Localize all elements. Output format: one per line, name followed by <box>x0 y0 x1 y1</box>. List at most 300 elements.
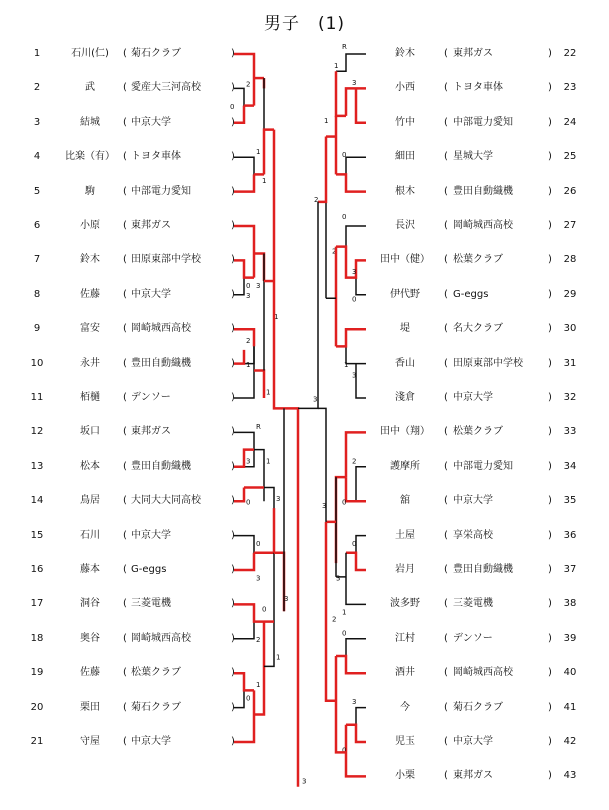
bracket-score-mark: 3 <box>246 457 251 466</box>
paren-close: ) <box>231 701 235 713</box>
paren-close: ) <box>548 357 552 369</box>
bracket-score-mark: 2 <box>256 636 261 645</box>
player-name: 小栗 <box>395 770 415 782</box>
player-name: 田中（翔） <box>380 426 430 438</box>
entry-number: 5 <box>33 185 41 197</box>
team-name: 中部電力愛知 <box>453 116 513 128</box>
player-name: 洞谷 <box>80 598 100 610</box>
paren-close: ) <box>548 323 552 335</box>
player-name: 富安 <box>80 323 100 335</box>
paren-close: ) <box>231 254 235 266</box>
bracket-score-mark: R <box>256 422 261 431</box>
bracket-line <box>234 88 244 122</box>
bracket-line <box>346 725 366 742</box>
player-name: 岩月 <box>395 564 415 575</box>
team-name: 中京大学 <box>453 495 493 507</box>
player-name: 土屋 <box>395 529 415 541</box>
paren-close: ) <box>231 564 235 575</box>
paren-close: ) <box>548 495 552 507</box>
team-name: 松葉クラブ <box>131 667 181 679</box>
bracket-line <box>234 157 254 191</box>
paren-open: ( <box>444 529 448 541</box>
bracket-line <box>346 157 366 191</box>
entry-number: 40 <box>563 667 577 679</box>
entry-number: 22 <box>563 48 577 59</box>
player-name: 淺倉 <box>395 392 415 403</box>
bracket-score-mark: 0 <box>256 539 261 548</box>
bracket-line <box>356 364 366 398</box>
bracket-line <box>234 536 254 570</box>
bracket-score-mark: 3 <box>352 698 357 707</box>
bracket-score-mark: 3 <box>352 371 357 380</box>
bracket-score-mark: 3 <box>313 395 318 404</box>
bracket-line <box>356 260 366 294</box>
bracket-score-mark: 3 <box>352 78 357 87</box>
entry-number: 39 <box>563 632 577 644</box>
team-name: 中京大学 <box>453 736 493 747</box>
paren-open: ( <box>444 151 448 163</box>
team-name: 田原東部中学校 <box>131 254 201 266</box>
player-name: 佐藤 <box>80 288 100 300</box>
team-name: 岡崎城西高校 <box>453 220 513 231</box>
team-name: 豊田自動織機 <box>453 564 513 575</box>
bracket-score-mark: 3 <box>246 292 251 301</box>
entry-number: 18 <box>30 632 44 644</box>
bracket-score-mark: 3 <box>256 574 261 583</box>
bracket-line <box>234 673 244 707</box>
player-name: 波多野 <box>390 598 420 610</box>
entry-number: 15 <box>30 529 44 541</box>
player-name: 栢樋 <box>80 392 100 403</box>
paren-close: ) <box>231 736 235 747</box>
bracket-line <box>254 450 264 502</box>
team-name: 東邦ガス <box>453 48 493 59</box>
player-name: 児玉 <box>395 736 415 747</box>
paren-open: ( <box>123 220 127 231</box>
entry-number: 20 <box>30 701 44 713</box>
bracket-score-mark: 3 <box>284 594 289 603</box>
bracket-score-mark: 0 <box>246 281 251 290</box>
team-name: 豊田自動織機 <box>131 357 191 369</box>
bracket-line <box>336 477 346 563</box>
bracket-line <box>326 522 336 701</box>
paren-close: ) <box>548 460 552 472</box>
bracket-line <box>336 656 347 755</box>
bracket-score-mark: 1 <box>266 388 271 397</box>
paren-open: ( <box>123 701 127 713</box>
bracket-line <box>346 329 366 363</box>
team-name: 中部電力愛知 <box>453 460 513 472</box>
player-name: 坂口 <box>80 426 100 438</box>
entry-number: 3 <box>33 116 41 128</box>
bracket-score-mark: 1 <box>324 116 329 125</box>
bracket-line <box>346 226 366 247</box>
team-name: 名大クラブ <box>453 323 503 335</box>
team-name: 菊石クラブ <box>131 701 181 713</box>
paren-open: ( <box>444 185 448 197</box>
bracket-score-mark: 2 <box>246 336 251 345</box>
paren-close: ) <box>231 288 235 300</box>
paren-open: ( <box>123 288 127 300</box>
paren-close: ) <box>231 392 235 403</box>
bracket-score-mark: 1 <box>342 608 347 617</box>
bracket-score-mark: 0 <box>262 605 267 614</box>
entry-number: 7 <box>33 254 41 266</box>
bracket-line <box>346 553 366 570</box>
bracket-score-mark: R <box>342 42 347 51</box>
entry-number: 17 <box>30 598 44 610</box>
entry-number: 1 <box>33 48 41 59</box>
paren-open: ( <box>444 564 448 575</box>
paren-close: ) <box>548 151 552 163</box>
bracket-score-mark: 2 <box>246 80 251 89</box>
paren-open: ( <box>123 632 127 644</box>
team-name: G-eggs <box>131 564 167 575</box>
paren-close: ) <box>231 220 235 231</box>
player-name: 奥谷 <box>80 632 100 644</box>
bracket-line <box>298 202 318 408</box>
player-name: 鈴木 <box>80 254 100 266</box>
paren-open: ( <box>123 116 127 128</box>
team-name: 菊石クラブ <box>453 701 503 713</box>
bracket-score-mark: 0 <box>342 746 347 755</box>
paren-close: ) <box>548 667 552 679</box>
team-name: 中京大学 <box>453 392 493 403</box>
entry-number: 43 <box>563 770 577 782</box>
bracket-score-mark: 3 <box>352 268 357 277</box>
player-name: 松本 <box>80 460 100 472</box>
entry-number: 6 <box>33 220 41 231</box>
bracket-line <box>234 604 267 621</box>
team-name: 東邦ガス <box>131 220 171 231</box>
player-name: 栗田 <box>80 701 100 713</box>
bracket-score-mark: 1 <box>256 147 261 156</box>
team-name: 享栄高校 <box>453 529 493 541</box>
bracket-score-mark: 1 <box>276 653 281 662</box>
bracket-line <box>274 130 284 409</box>
bracket-score-mark: 0 <box>342 629 347 638</box>
paren-close: ) <box>548 288 552 300</box>
paren-close: ) <box>548 529 552 541</box>
bracket-line <box>336 247 366 278</box>
team-name: 中京大学 <box>131 116 171 128</box>
paren-close: ) <box>548 254 552 266</box>
bracket-score-mark: 3 <box>322 502 327 511</box>
paren-open: ( <box>444 392 448 403</box>
bracket-score-mark: 1 <box>246 361 251 370</box>
paren-open: ( <box>123 564 127 575</box>
bracket-line <box>234 487 244 501</box>
bracket-line <box>234 329 254 346</box>
player-name: 今 <box>400 701 410 713</box>
bracket-score-mark: 0 <box>246 498 251 507</box>
entry-number: 11 <box>30 392 44 403</box>
bracket-score-mark: 2 <box>332 615 337 624</box>
team-name: 松葉クラブ <box>453 426 503 438</box>
paren-open: ( <box>444 357 448 369</box>
team-name: 東邦ガス <box>453 770 493 782</box>
bracket-line <box>356 536 366 570</box>
paren-close: ) <box>231 495 235 507</box>
entry-number: 8 <box>33 288 41 300</box>
entry-number: 34 <box>563 460 577 472</box>
bracket-line <box>336 71 346 116</box>
entry-number: 27 <box>563 220 577 231</box>
bracket-line <box>234 450 254 467</box>
paren-open: ( <box>123 151 127 163</box>
team-name: 中京大学 <box>131 288 171 300</box>
paren-open: ( <box>444 220 448 231</box>
paren-open: ( <box>444 116 448 128</box>
bracket-line <box>274 553 284 611</box>
bracket-line <box>234 260 244 294</box>
paren-close: ) <box>231 151 235 163</box>
paren-close: ) <box>548 632 552 644</box>
paren-close: ) <box>548 82 552 94</box>
team-name: G-eggs <box>453 288 489 300</box>
bracket-line <box>356 88 366 122</box>
paren-open: ( <box>444 254 448 266</box>
paren-close: ) <box>548 736 552 747</box>
entry-number: 41 <box>563 701 577 713</box>
entry-number: 9 <box>33 323 41 335</box>
team-name: 愛産大三河高校 <box>131 82 201 94</box>
bracket-line <box>234 106 244 123</box>
team-name: 岡崎城西高校 <box>131 323 191 335</box>
entry-number: 29 <box>563 288 577 300</box>
player-name: 堤 <box>400 323 410 335</box>
entry-number: 21 <box>30 736 44 747</box>
player-name: 細田 <box>395 151 415 163</box>
entry-number: 4 <box>33 151 41 163</box>
bracket-score-mark: 3 <box>256 281 261 290</box>
team-name: 岡崎城西高校 <box>131 632 191 644</box>
bracket-score-mark: 0 <box>352 295 357 304</box>
paren-open: ( <box>444 632 448 644</box>
paren-open: ( <box>444 82 448 94</box>
player-name: 舘 <box>400 495 410 507</box>
player-name: 藤本 <box>80 564 100 575</box>
paren-open: ( <box>444 736 448 747</box>
entry-number: 32 <box>563 392 577 403</box>
paren-open: ( <box>444 701 448 713</box>
team-name: 田原東部中学校 <box>453 357 523 369</box>
paren-close: ) <box>231 82 235 94</box>
entry-number: 35 <box>563 495 577 507</box>
bracket-line <box>264 130 274 175</box>
bracket-line <box>318 137 326 202</box>
bracket-score-mark: 0 <box>246 694 251 703</box>
paren-open: ( <box>123 48 127 59</box>
bracket-line <box>336 54 366 71</box>
paren-close: ) <box>548 392 552 403</box>
paren-close: ) <box>231 357 235 369</box>
team-name: 豊田自動織機 <box>453 185 513 197</box>
paren-open: ( <box>444 770 448 782</box>
paren-close: ) <box>548 770 552 782</box>
paren-close: ) <box>231 460 235 472</box>
team-name: トヨタ車体 <box>453 82 503 94</box>
bracket-score-mark: 2 <box>352 457 357 466</box>
bracket-line <box>234 673 254 690</box>
bracket-score-mark: 3 <box>336 574 341 583</box>
player-name: 佐藤 <box>80 667 100 679</box>
paren-close: ) <box>548 48 552 59</box>
paren-open: ( <box>123 392 127 403</box>
paren-open: ( <box>444 460 448 472</box>
entry-number: 38 <box>563 598 577 610</box>
bracket-score-mark: 1 <box>266 457 271 466</box>
entry-number: 23 <box>563 82 577 94</box>
bracket-score-mark: 2 <box>314 195 319 204</box>
player-name: 江村 <box>395 632 415 644</box>
bracket-line <box>234 604 254 638</box>
paren-close: ) <box>548 185 552 197</box>
bracket-score-mark: 0 <box>342 498 347 507</box>
paren-close: ) <box>231 48 235 59</box>
team-name: 東邦ガス <box>131 426 171 438</box>
player-name: 武 <box>85 82 95 94</box>
player-name: 護摩所 <box>390 460 420 472</box>
team-name: 大同大大同高校 <box>131 495 201 507</box>
paren-open: ( <box>444 323 448 335</box>
paren-open: ( <box>123 357 127 369</box>
paren-open: ( <box>123 529 127 541</box>
paren-open: ( <box>444 495 448 507</box>
paren-close: ) <box>548 116 552 128</box>
team-name: 中京大学 <box>131 736 171 747</box>
paren-open: ( <box>123 495 127 507</box>
team-name: デンソー <box>453 632 493 644</box>
player-name: 伊代野 <box>390 288 420 300</box>
player-name: 酒井 <box>395 667 415 679</box>
paren-open: ( <box>123 667 127 679</box>
entry-number: 31 <box>563 357 577 369</box>
bracket-line <box>336 329 366 346</box>
bracket-line <box>356 708 366 742</box>
bracket-line <box>356 467 366 501</box>
paren-open: ( <box>444 598 448 610</box>
entry-number: 26 <box>563 185 577 197</box>
bracket-score-mark: 1 <box>256 680 261 689</box>
paren-open: ( <box>444 667 448 679</box>
team-name: 三菱電機 <box>453 598 493 610</box>
team-name: 松葉クラブ <box>453 254 503 266</box>
bracket-score-mark: 0 <box>230 103 235 112</box>
entry-number: 16 <box>30 564 44 575</box>
bracket-line <box>234 174 254 191</box>
team-name: 中部電力愛知 <box>131 185 191 197</box>
entry-number: 25 <box>563 151 577 163</box>
bracket-score-mark: 2 <box>332 247 337 256</box>
entry-number: 24 <box>563 116 577 128</box>
bracket-score-mark: 1 <box>274 312 279 321</box>
paren-close: ) <box>231 598 235 610</box>
paren-open: ( <box>444 426 448 438</box>
bracket-score-mark: 1 <box>344 361 349 370</box>
paren-close: ) <box>231 185 235 197</box>
player-name: 比楽（有） <box>65 151 115 163</box>
entry-number: 36 <box>563 529 577 541</box>
bracket-line <box>234 260 254 277</box>
entry-number: 30 <box>563 323 577 335</box>
paren-close: ) <box>231 632 235 644</box>
player-name: 小西 <box>395 82 415 94</box>
player-name: 鈴木 <box>395 48 415 59</box>
paren-close: ) <box>231 323 235 335</box>
player-name: 鳥居 <box>80 495 100 507</box>
paren-open: ( <box>444 48 448 59</box>
paren-close: ) <box>548 220 552 231</box>
bracket-line <box>254 370 264 398</box>
player-name: 根木 <box>395 185 415 197</box>
player-name: 駒 <box>85 185 95 197</box>
entry-number: 19 <box>30 667 44 679</box>
player-name: 石川(仁) <box>71 48 109 59</box>
team-name: デンソー <box>131 392 171 403</box>
bracket-score-mark: 0 <box>342 151 347 160</box>
paren-open: ( <box>444 288 448 300</box>
paren-open: ( <box>123 460 127 472</box>
paren-open: ( <box>123 426 127 438</box>
entry-number: 14 <box>30 495 44 507</box>
bracket-line <box>336 656 366 673</box>
team-name: 岡崎城西高校 <box>453 667 513 679</box>
entry-number: 2 <box>33 82 41 94</box>
bracket-line <box>346 639 366 673</box>
team-name: 菊石クラブ <box>131 48 181 59</box>
team-name: 豊田自動織機 <box>131 460 191 472</box>
paren-close: ) <box>548 701 552 713</box>
player-name: 永井 <box>80 357 100 369</box>
player-name: 長沢 <box>395 220 415 231</box>
team-name: 星城大学 <box>453 151 493 163</box>
bracket-line <box>336 174 366 191</box>
team-name: 三菱電機 <box>131 598 171 610</box>
paren-open: ( <box>123 82 127 94</box>
entry-number: 42 <box>563 736 577 747</box>
player-name: 香山 <box>395 357 415 369</box>
player-name: 結城 <box>80 116 100 128</box>
paren-close: ) <box>231 667 235 679</box>
entry-number: 28 <box>563 254 577 266</box>
bracket-score-mark: 1 <box>334 61 339 70</box>
paren-open: ( <box>123 185 127 197</box>
bracket-score-mark: 0 <box>352 539 357 548</box>
bracket-score-mark: 1 <box>262 177 267 185</box>
entry-number: 12 <box>30 426 44 438</box>
entry-number: 33 <box>563 426 577 438</box>
team-name: トヨタ車体 <box>131 151 181 163</box>
bracket-score-mark: 3 <box>276 495 281 504</box>
paren-close: ) <box>548 598 552 610</box>
player-name: 小原 <box>80 220 100 231</box>
player-name: 守屋 <box>80 736 100 747</box>
entry-number: 13 <box>30 460 44 472</box>
paren-close: ) <box>231 116 235 128</box>
player-name: 石川 <box>80 529 100 541</box>
paren-open: ( <box>123 323 127 335</box>
player-name: 竹中 <box>395 116 415 128</box>
player-name: 田中（健） <box>380 254 430 266</box>
bracket-line <box>234 350 244 364</box>
bracket-line <box>234 553 254 570</box>
paren-open: ( <box>123 736 127 747</box>
paren-close: ) <box>548 564 552 575</box>
paren-open: ( <box>123 598 127 610</box>
page-title: 男子 (1) <box>263 14 346 34</box>
team-name: 中京大学 <box>131 529 171 541</box>
